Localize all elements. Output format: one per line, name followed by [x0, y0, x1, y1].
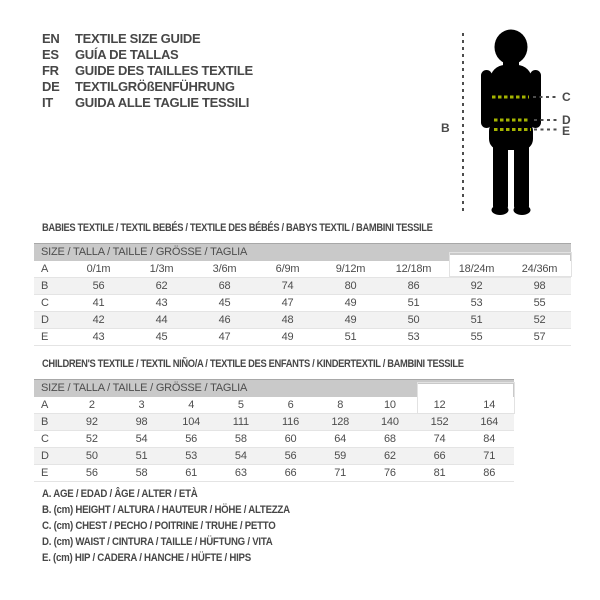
- table-cell: 52: [533, 314, 546, 326]
- table-cell: 86: [407, 280, 420, 292]
- image-artifact: [449, 252, 572, 277]
- table-cell: 52: [85, 433, 98, 445]
- table-cell: 53: [470, 297, 483, 309]
- child-silhouette: [481, 30, 541, 216]
- table-cell: 14: [483, 399, 496, 411]
- table-cell: 54: [234, 450, 247, 462]
- language-row: [42, 47, 253, 63]
- language-title: GUÍA DE TALLAS: [75, 47, 179, 63]
- table-cell: 47: [281, 297, 294, 309]
- table-cell: 62: [383, 450, 396, 462]
- table-cell: 58: [234, 433, 247, 445]
- table-cell: 92: [85, 416, 98, 428]
- table-cell: 10: [383, 399, 396, 411]
- language-title: GUIDE DES TAILLES TEXTILE: [75, 62, 253, 78]
- table-cell: 18/24m: [458, 263, 495, 275]
- table-cell: 51: [407, 297, 420, 309]
- table-cell: 86: [483, 467, 496, 479]
- table-cell: 6/9m: [275, 263, 300, 275]
- table-cell: 12/18m: [395, 263, 432, 275]
- table-row: [34, 431, 514, 448]
- table-row: [34, 465, 514, 482]
- table-cell: 66: [284, 467, 297, 479]
- language-row: [42, 63, 253, 79]
- table-cell: 0/1m: [86, 263, 111, 275]
- table-cell: 12: [433, 399, 446, 411]
- language-row: [42, 78, 253, 94]
- table-cell: 98: [533, 280, 546, 292]
- row-label: D: [41, 450, 49, 462]
- language-code: FR: [42, 62, 59, 78]
- table-cell: 54: [135, 433, 148, 445]
- table-cell: 71: [334, 467, 347, 479]
- table-cell: 24/36m: [521, 263, 558, 275]
- table-cell: 51: [344, 331, 357, 343]
- table-cell: 60: [284, 433, 297, 445]
- table-cell: 3: [138, 399, 145, 411]
- language-title: TEXTILGRÖßENFÜHRUNG: [75, 78, 235, 94]
- table-cell: 58: [135, 467, 148, 479]
- language-title: GUIDA ALLE TAGLIE TESSILI: [75, 94, 250, 110]
- table-cell: 84: [483, 433, 496, 445]
- table-cell: 63: [234, 467, 247, 479]
- size-table-header: SIZE / TALLA / TAILLE / GRÖSSE / TAGLIA: [34, 243, 571, 261]
- waist-label: D: [562, 113, 571, 127]
- hip-label: E: [562, 124, 571, 138]
- child-measurement-figure: [428, 8, 600, 230]
- table-cell: 1/3m: [149, 263, 174, 275]
- table-cell: 53: [185, 450, 198, 462]
- table-cell: 62: [155, 280, 168, 292]
- table-cell: 57: [533, 331, 546, 343]
- table-cell: 116: [282, 416, 299, 428]
- language-code: IT: [42, 94, 53, 110]
- legend-line: A. AGE / EDAD / ÂGE / ALTER / ETÀ: [42, 488, 198, 500]
- row-label: E: [41, 331, 49, 343]
- legend-line: B. (cm) HEIGHT / ALTURA / HAUTEUR / HÖHE / ALTEZZA: [42, 504, 290, 516]
- legend-line: C. (cm) CHEST / PECHO / POITRINE / TRUHE / PETTO: [42, 520, 276, 532]
- size-table-header: SIZE / TALLA / TAILLE / GRÖSSE / TAGLIA: [34, 379, 514, 397]
- table-cell: 50: [85, 450, 98, 462]
- language-code: EN: [42, 31, 60, 47]
- table-row: [34, 448, 514, 465]
- table-cell: 51: [470, 314, 483, 326]
- table-cell: 42: [92, 314, 105, 326]
- language-code: DE: [42, 78, 60, 94]
- measurement-legend: [42, 486, 324, 566]
- table-cell: 111: [232, 416, 249, 428]
- row-label: A: [41, 263, 49, 275]
- table-cell: 140: [380, 416, 399, 428]
- table-cell: 46: [218, 314, 231, 326]
- row-label: B: [41, 416, 49, 428]
- table-cell: 68: [218, 280, 231, 292]
- table-cell: 4: [188, 399, 195, 411]
- row-label: E: [41, 467, 49, 479]
- table-cell: 74: [433, 433, 446, 445]
- table-cell: 50: [407, 314, 420, 326]
- table-row: [34, 278, 571, 295]
- table-cell: 92: [470, 280, 483, 292]
- table-cell: 49: [281, 331, 294, 343]
- table-cell: 48: [281, 314, 294, 326]
- table-cell: 56: [185, 433, 198, 445]
- table-cell: 49: [344, 314, 357, 326]
- table-cell: 2: [88, 399, 95, 411]
- table-cell: 56: [92, 280, 105, 292]
- language-title-list: [42, 31, 253, 110]
- table-cell: 3/6m: [212, 263, 237, 275]
- table-cell: 43: [155, 297, 168, 309]
- legend-line: E. (cm) HIP / CADERA / HANCHE / HÜFTE / HIPS: [42, 552, 251, 564]
- table-cell: 45: [218, 297, 231, 309]
- row-label: D: [41, 314, 49, 326]
- table-row: [34, 295, 571, 312]
- table-cell: 76: [383, 467, 396, 479]
- table-cell: 68: [383, 433, 396, 445]
- table-cell: 98: [135, 416, 148, 428]
- table-row: [34, 329, 571, 346]
- table-cell: 49: [344, 297, 357, 309]
- legend-line: D. (cm) WAIST / CINTURA / TAILLE / HÜFTUNG / VITA: [42, 536, 273, 548]
- table-row: [34, 414, 514, 431]
- row-label: C: [41, 297, 49, 309]
- table-cell: 74: [281, 280, 294, 292]
- table-cell: 41: [92, 297, 105, 309]
- table-cell: 51: [135, 450, 148, 462]
- row-label: A: [41, 399, 49, 411]
- language-code: ES: [42, 47, 59, 63]
- table-cell: 6: [287, 399, 294, 411]
- row-label: C: [41, 433, 49, 445]
- table-cell: 9/12m: [335, 263, 366, 275]
- table-cell: 8: [337, 399, 344, 411]
- table-cell: 56: [85, 467, 98, 479]
- language-row: [42, 94, 253, 110]
- table-cell: 44: [155, 314, 168, 326]
- table-cell: 43: [92, 331, 105, 343]
- table-cell: 64: [334, 433, 347, 445]
- table-cell: 66: [433, 450, 446, 462]
- language-title: TEXTILE SIZE GUIDE: [75, 31, 201, 47]
- table-cell: 164: [480, 416, 499, 428]
- image-artifact: [417, 382, 515, 414]
- children-section-title: CHILDREN'S TEXTILE / TEXTIL NIÑO/A / TEXTILE DES ENFANTS / KINDERTEXTIL / BAMBINI TESSILE: [42, 358, 464, 370]
- language-row: [42, 31, 253, 47]
- chest-label: C: [562, 90, 571, 104]
- table-cell: 71: [483, 450, 496, 462]
- table-cell: 47: [218, 331, 231, 343]
- table-cell: 53: [407, 331, 420, 343]
- table-cell: 128: [331, 416, 350, 428]
- table-cell: 5: [237, 399, 244, 411]
- table-cell: 45: [155, 331, 168, 343]
- row-label: B: [41, 280, 49, 292]
- table-cell: 61: [185, 467, 198, 479]
- table-cell: 56: [284, 450, 297, 462]
- table-cell: 55: [470, 331, 483, 343]
- table-cell: 152: [430, 416, 449, 428]
- table-cell: 81: [433, 467, 446, 479]
- table-cell: 80: [344, 280, 357, 292]
- table-cell: 59: [334, 450, 347, 462]
- table-cell: 104: [182, 416, 201, 428]
- table-row: [34, 312, 571, 329]
- babies-section-title: BABIES TEXTILE / TEXTIL BEBÉS / TEXTILE DES BÉBÉS / BABYS TEXTIL / BAMBINI TESSILE: [42, 222, 433, 234]
- height-label: B: [441, 121, 450, 135]
- table-cell: 55: [533, 297, 546, 309]
